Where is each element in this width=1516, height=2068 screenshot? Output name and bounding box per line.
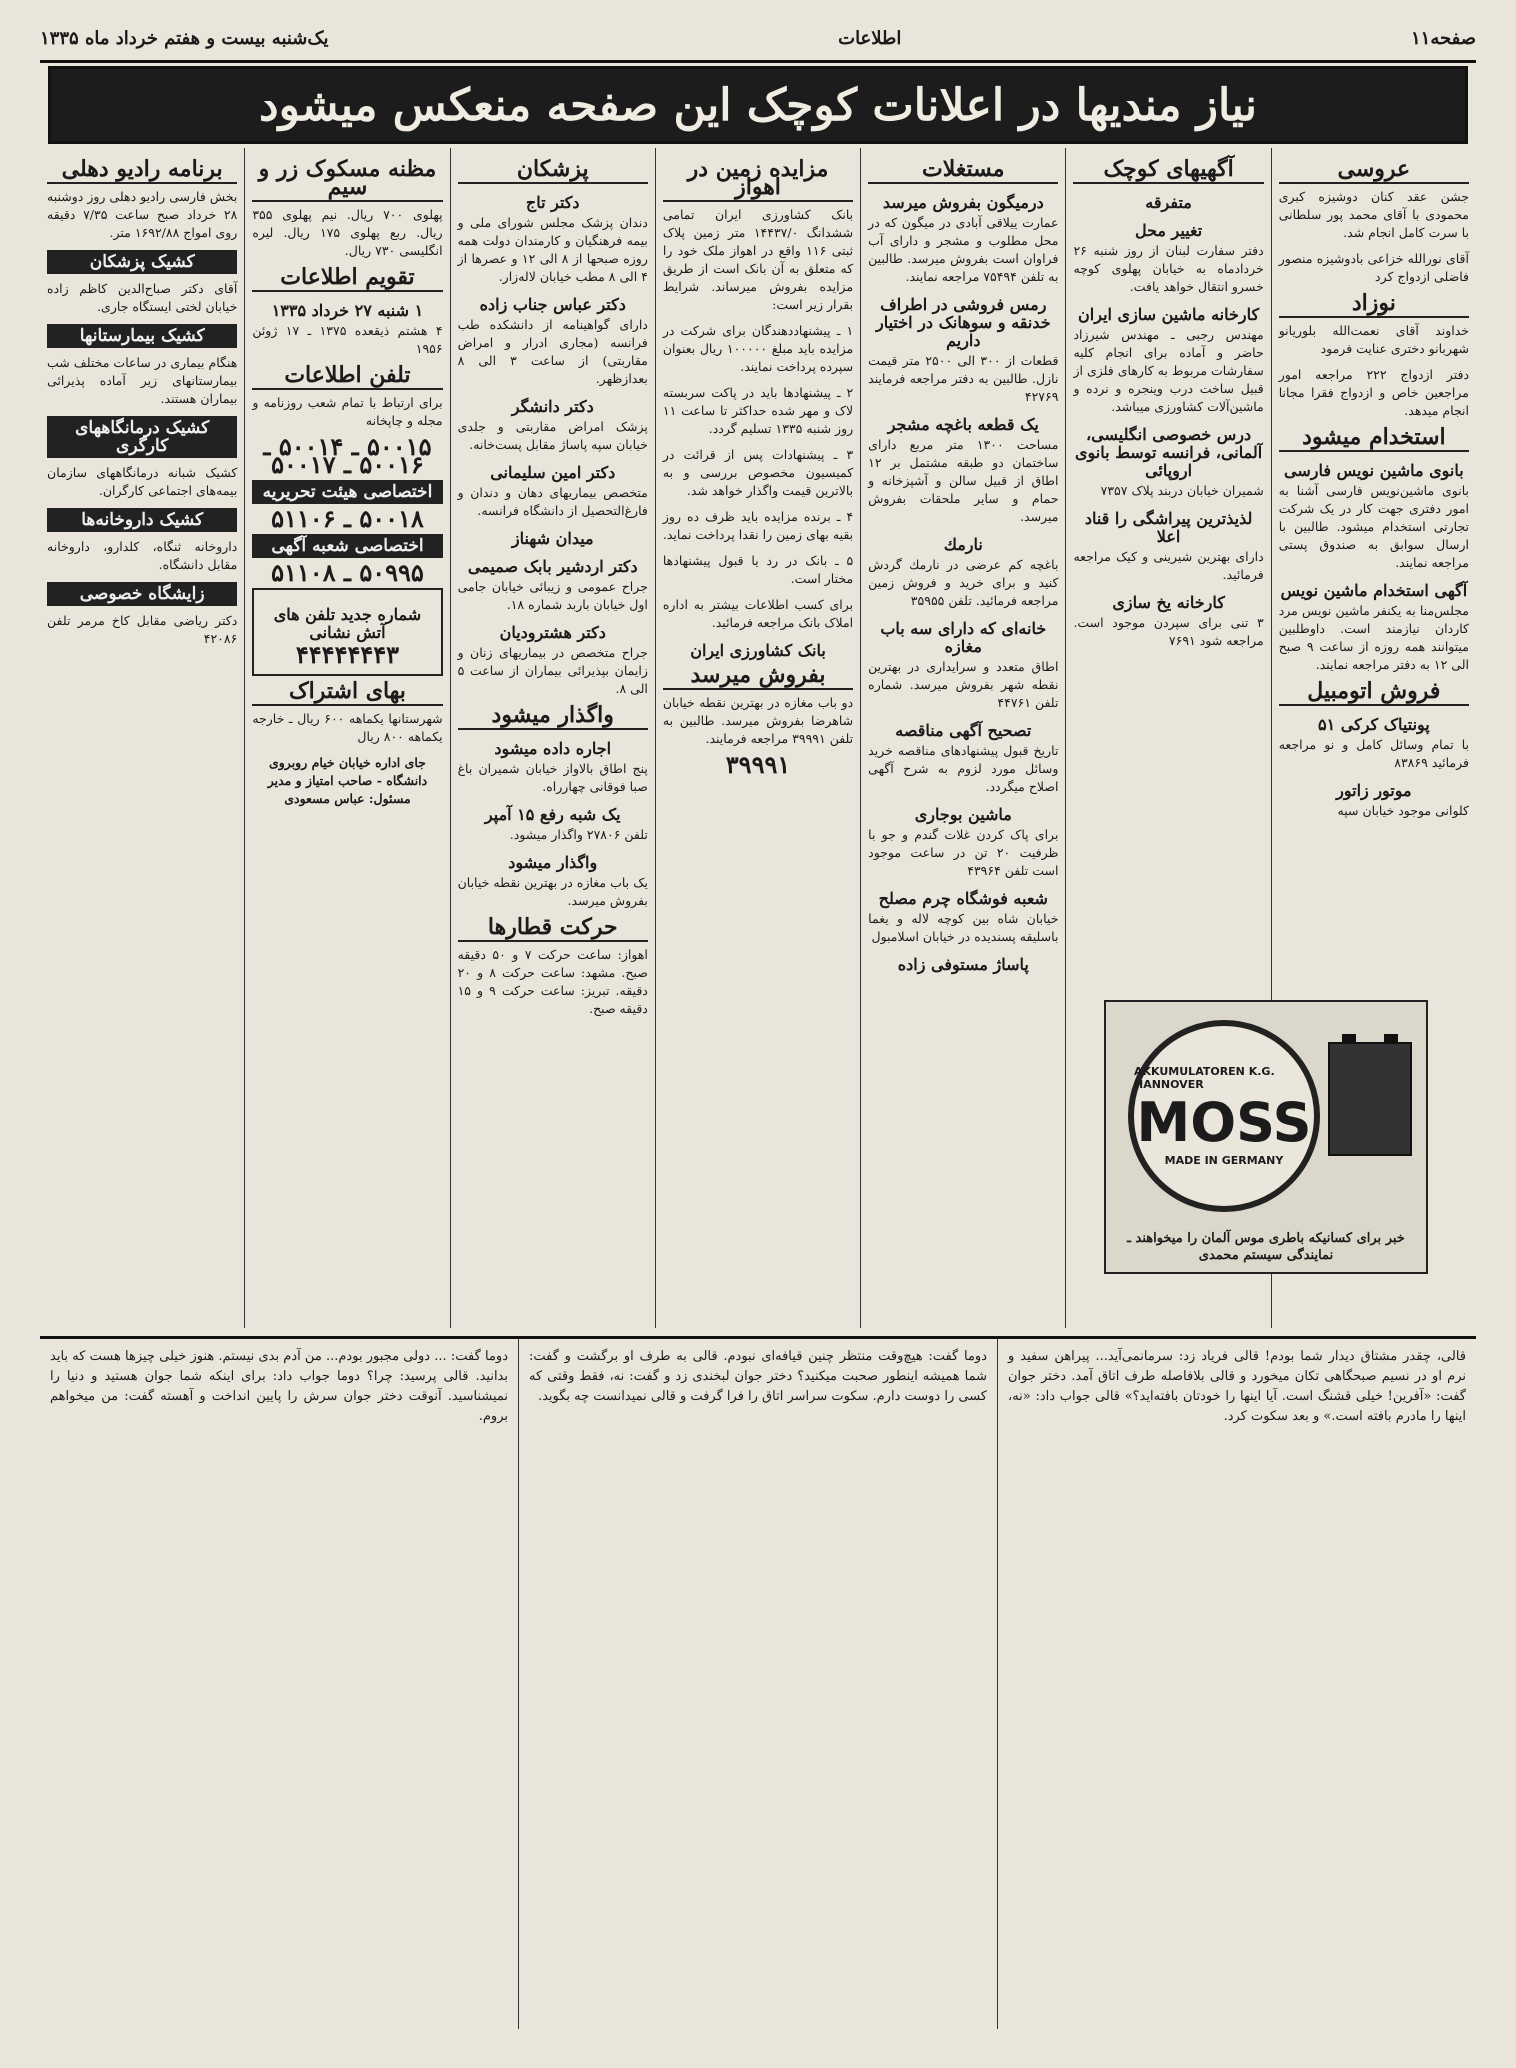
column-5 [450,148,655,1328]
ad-text: دندان پزشک مجلس شورای ملی و بیمه فرهنگیان و کارمندان دولت همه روزه صبحها از ۸ الی ۱۲ و عصرها از ۴ الی ۸ مطب خیابان لاله‌زار. [457,215,648,284]
box-heading: کشیک بیمارستانها [47,324,237,348]
ad-signature: بانک کشاورزی ایران [690,641,826,660]
ad-text: متخصص بیماریهای دهان و دندان و فارغ‌التحصیل از دانشگاه فرانسه. [457,485,648,518]
ad-text: بانک کشاورزی ایران تمامی ششدانگ ۱۴۴۳۷/۰ متر زمین پلاک ثبتی ۱۱۶ واقع در اهواز ملک خود را که متعلق به آن بانک است از طریق مزایده بفروش میرساند. شرایط بقرار زیر است: [662,207,854,312]
ad-heading: درس خصوصی انگلیسی، آلمانی، فرانسه توسط بانوی اروپائی [1074,425,1263,480]
ad-text: آقای دکتر صباح‌الدین کاظم زاده خیابان لختی ایستگاه جاری. [47,281,238,314]
ad-heading: کارخانه یخ سازی [1112,593,1225,612]
ad-text: پهلوی ۷۰۰ ریال. نیم پهلوی ۳۵۵ ریال. ربع پهلوی ۱۷۵ ریال. لیره انگلیسی ۷۳۰ ریال. [252,207,443,258]
story-column: دوما گفت: ... دولی مجبور بودم... من آدم بدی نیستم. هنوز خیلی چیزها هست که باید بدانید. قالی پرسید: چرا؟ دوما جواب داد: برای اینکه شما جوان هستید و دنیا را نمیشناسید. آنوقت دختر جوان سرش را پایین انداخت و آهسته گفت: من میخواهم بروم. [50,1349,508,1424]
ad-heading: شعبه فوشگاه چرم مصلح [878,889,1048,908]
box-heading: کشیک درمانگاههای کارگری [47,416,237,458]
section-title: عروسی [1279,160,1469,184]
page-header [40,18,1476,58]
ad-text: بانوی ماشین‌نویس فارسی آشنا به امور دفتری جهت کار در یک شرکت تجارتی استخدام میشود. طالبین با ارسال سوابق به صندوق پستی مراجعه نمایند. [1278,483,1469,570]
ad-heading: تغییر محل [1134,221,1203,240]
ad-heading: خانه‌ای که دارای سه باب مغازه [880,619,1047,656]
ad-text: ۴ هشتم ذیقعده ۱۳۷۵ ـ ۱۷ ژوئن ۱۹۵۶ [252,323,443,356]
ad-text: خیابان شاه بین کوچه لاله و یغما باسلیقه پسندیده در خیابان اسلامبول [868,911,1059,944]
ad-text: ۲ ـ پیشنهادها باید در پاکت سربسته لاک و مهر شده حداکثر تا ساعت ۱۱ روز شنبه ۱۳۳۵ تسلیم گردد. [662,385,854,436]
moss-ring-top: AKKUMULATOREN K.G. HANNOVER [1134,1065,1275,1091]
box-heading: زایشگاه خصوصی [47,582,237,606]
ad-text: تلفن ۲۷۸۰۶ واگذار میشود. [509,827,648,842]
ad-text: کشیک شبانه درمانگاههای سازمان بیمه‌های اجتماعی کارگران. [47,465,238,498]
fire-dept-box [252,588,442,676]
ad-text: دارای بهترین شیرینی و کیک مراجعه فرمائید. [1073,549,1264,582]
phone-number: ۳۹۹۹۱ [725,750,791,779]
column-7 [40,148,244,1328]
section-title: مظنه مسکوک زر و سیم [252,160,442,202]
moss-logo [1128,1020,1320,1212]
ad-heading: درمیگون بفروش میرسد [882,193,1044,212]
ad-text: کلوانی موجود خیابان سپه [1337,803,1469,818]
ad-text: اطاق متعدد و سرایداری در بهترین نقطه شهر بفروش میرسد. شماره تلفن ۴۴۷۶۱ [868,659,1059,710]
section-title: تلفن اطلاعات [252,366,442,390]
ad-text: دو باب مغازه در بهترین نقطه خیابان شاهرضا بفروش میرسد. طالبین به تلفن ۳۹۹۹۱ مراجعه فرمایند. [662,695,854,746]
ad-text: عمارت ییلاقی آبادی در میگون که در محل مطلوب و مشجر و دارای آب فراوان است بفروش میرسد. طالبین به تلفن ۷۵۴۹۴ مراجعه نمایند. [868,215,1059,284]
ad-text: جراح عمومی و زیبائی خیابان جامی اول خیابان باربد شماره ۱۸. [457,579,648,612]
ad-text: برای ارتباط با تمام شعب روزنامه و مجله و چاپخانه [252,395,443,428]
box-heading: اختصاصی شعبه آگهی [252,534,442,558]
ad-heading: بانوی ماشین نویس فارسی [1284,461,1464,480]
box-heading: شماره جدید تلفن های آتش نشانی [273,605,422,642]
ad-heading: تصحیح آگهی مناقصه [895,721,1032,740]
ad-text: شمیران خیابان دربند پلاک ۷۳۵۷ [1100,483,1264,498]
header-rule [40,60,1476,63]
ad-text: ۱ ـ پیشنهاددهندگان برای شرکت در مزایده باید مبلغ ۱۰۰۰۰۰ ریال بعنوان سپرده پرداخت نمایند. [662,323,854,374]
ad-text: تاریخ قبول پیشنهادهای مناقصه خرید وسائل مورد لزوم به شرح آگهی اصلاح میگردد. [868,743,1059,794]
ad-heading: دکتر هشترودیان [499,623,606,642]
ad-heading: اجاره داده میشود [494,739,612,758]
ad-text: برای کسب اطلاعات بیشتر به اداره املاک بانک مراجعه فرمائید. [662,597,854,630]
page-number: صفحه۱۱ [1410,27,1476,49]
ad-heading: آگهی استخدام ماشین نویس [1280,581,1468,600]
ad-text: جراح متخصص در بیماریهای زنان و زایمان بپذیرائی بیماران از ساعت ۵ الی ۸. [457,645,648,696]
phone-number: ۴۴۴۴۴۴۴۳ [295,640,400,669]
section-title: بفروش میرسد [663,666,853,690]
ad-text: برای پاک کردن غلات گندم و جو با ظرفیت ۲۰ تن در ساعت موجود است تلفن ۴۳۹۶۴ [868,827,1059,878]
ad-heading: نارمك [943,535,983,554]
section-title: فروش اتومبیل [1279,682,1469,706]
ad-text: بخش فارسی رادیو دهلی روز دوشنبه ۲۸ خرداد صبح ساعت ۷/۳۵ دقیقه روی امواج ۱۶۹۲/۸۸ متر. [47,189,238,240]
ad-text: دکتر ریاضی مقابل کاخ مرمر تلفن ۴۲۰۸۶ [47,613,238,646]
ad-text: جشن عقد کنان دوشیزه کبری محمودی با آقای محمد پور سلطانی با سرت کامل انجام شد. [1278,189,1469,240]
ad-heading: دکتر امین سلیمانی [490,463,616,482]
ad-heading: دکتر اردشیر بابک صمیمی [467,557,638,576]
serial-story [40,1336,1476,2029]
section-title: برنامه رادیو دهلی [47,160,237,184]
ad-text: باغچه کم عرضی در نارمك گردش کنید و برای خرید و فروش زمین مراجعه فرمائید. تلفن ۳۵۹۵۵ [868,557,1059,608]
ad-heading: یک شبه رفع ۱۵ آمپر [484,805,621,824]
ad-text: ۳ ـ پیشنهادات پس از قرائت در کمیسیون مخصوص بررسی و به بالاترین قیمت واگذار خواهد شد. [662,447,854,498]
box-heading: کشیک پزشکان [47,250,237,274]
ad-text: با تمام وسائل کامل و نو مراجعه فرمائید ۸۳۸۶۹ [1278,737,1469,770]
ad-text: دفتر ازدواج ۲۲۲ مراجعه امور مراجعین خاص و ازدواج فقرا مجانا انجام میدهد. [1278,367,1470,418]
ad-text: مجلس‌منا به یکنفر ماشین نویس مرد کاردان نیازمند است. داوطلبین میتوانند همه روزه از ساعت ۹ صبح الی ۱۲ به دفتر مراجعه نمایند. [1278,603,1469,672]
section-title: واگذار میشود [458,706,648,730]
ad-heading: واگذار میشود [508,853,598,872]
ad-heading: دکتر عباس جناب زاده [479,295,626,314]
ad-heading: میدان شهناز [511,529,594,548]
section-title: نوزاد [1279,294,1469,318]
ad-text: ۴ ـ برنده مزایده باید ظرف ده روز بقیه بهای زمین را نقدا پرداخت نماید. [662,509,854,542]
ad-text: خداوند آقای نعمت‌الله بلوریانو شهربانو دختری عنایت فرمود [1278,323,1469,356]
phone-number: ۵۰۰۱۸ ـ ۵۱۱۰۶ [271,504,424,533]
ad-text: آقای نورالله خزاعی بادوشیزه منصور فاضلی ازدواج کرد [1278,251,1469,284]
section-title: مستغلات [868,160,1058,184]
ad-heading: رمس فروشی در اطراف خدنقه و سوهانک در اختیار داریم [875,295,1051,350]
ad-heading: یک قطعه باغچه مشجر [887,415,1039,434]
masthead-note: جای اداره خیابان خیام روبروی دانشگاه - صاحب امتیاز و مدیر مسئول: عباس مسعودی [267,755,428,806]
story-column: قالی، چقدر مشتاق دیدار شما بودم! قالی فریاد زد: سرمانمی‌آید... پیراهن سفید و نرم او در نسیم صبحگاهی تکان میخورد و قالی بلافاصله طرف اتاق آمد. دختر جوان گفت: «آفرین! خیلی قشنگ است. آیا اینها را خودتان بافته‌اید؟» قالی جواب داد: «نه، اینها را مادرم بافته است.» و بعد سکوت کرد. [997,1339,1476,2029]
ad-heading: دکتر تاج [525,193,580,212]
phone-number: ۵۰۰۱۵ ـ ۵۰۰۱۴ ـ ۵۰۰۱۶ ـ ۵۰۰۱۷ [263,432,432,479]
calendar-date: ۱ شنبه ۲۷ خرداد ۱۳۳۵ [271,301,424,320]
ad-text: هنگام بیماری در ساعات مختلف شب بیمارستانهای زیر آماده پذیرائی بیماران هستند. [47,355,238,406]
moss-caption: خبر برای کسانیکه باطری موس آلمان را میخواهند ـ نمایندگی سیستم محمدی [1127,1231,1405,1263]
ad-text: ۵ ـ بانک در رد یا قبول پیشنهادها مختار است. [662,553,854,586]
ad-heading: پاساژ مستوفی زاده [897,955,1029,974]
column-3 [860,148,1065,1328]
ad-text: شهرستانها یکماهه ۶۰۰ ریال ـ خارجه یکماهه ۸۰۰ ریال [252,711,443,744]
ad-heading: کارخانه ماشین سازی ایران [1078,305,1260,324]
story-column: دوما گفت: هیچ‌وقت منتظر چنین قیافه‌ای نبودم. قالی به طرف او برگشت و گفت: شما همیشه اینطور صحبت میکنید؟ دختر جوان لبخندی زد و گفت: نه، فقط وقتی که کسی را دوست دارم. سکوت سراسر اتاق را فرا گرفت و قالی نمیدانست چه بگوید. [518,1339,997,2029]
ad-heading: لذیذترین پیراشگی را قناد اعلا [1084,509,1253,546]
ad-text: پنج اطاق بالاواز خیابان شمیران باغ صبا فوقانی چهارراه. [457,761,648,794]
moss-ring-bottom: MADE IN GERMANY [1164,1154,1284,1167]
ad-text: یک باب مغازه در بهترین نقطه خیابان بفروش میرسد. [457,875,648,908]
ad-text: دارای گواهینامه از دانشکده طب فرانسه (مجاری ادرار و امراض مقاربتی) از ساعت ۳ الی ۸ بعدازظهر. [457,317,648,386]
column-4 [655,148,860,1328]
section-title: استخدام میشود [1279,428,1469,452]
section-title: پزشکان [458,160,648,184]
ad-heading: پونتیاک کرکی ۵۱ [1317,715,1430,734]
ad-text: پزشک امراض مقاربتی و جلدی خیابان سپه پاساژ مقابل پست‌خانه. [457,419,648,452]
box-heading: کشیک داروخانه‌ها [47,508,237,532]
section-title: تقویم اطلاعات [252,268,442,292]
ad-heading: دکتر دانشگر [511,397,594,416]
section-title: مزایده زمین در اهواز [663,160,853,202]
ad-text: قطعات از ۳۰۰ الی ۲۵۰۰ متر قیمت نازل. طالبین به دفتر مراجعه فرمایند ۴۲۷۶۹ [868,353,1059,404]
ad-text: ۳ تنی برای سپردن موجود است. مراجعه شود ۷۶۹۱ [1073,615,1264,648]
section-title: بهای اشتراک [252,682,442,706]
moss-brand: MOSS [1136,1091,1312,1154]
box-heading: اختصاصی هیئت تحریریه [252,480,442,504]
moss-battery-ad [1104,1000,1428,1274]
section-title: آگهیهای کوچک [1073,160,1263,184]
paper-name: اطلاعات [838,27,902,49]
ad-heading: متفرقه [1145,193,1192,212]
ad-text: دفتر سفارت لبنان از روز شنبه ۲۶ خردادماه به خیابان پهلوی کوچه خسرو انتقال خواهد یافت. [1073,243,1264,294]
section-title: حرکت قطارها [458,918,648,942]
ad-text: داروخانه ثنگاه، کلدارو، داروخانه مقابل دانشگاه. [47,539,238,572]
date-line: یک‌شنبه بیست و هفتم خرداد ماه ۱۳۳۵ [40,27,329,49]
ad-text: مهندس رجبی ـ مهندس شیرزاد حاضر و آماده برای انجام کلیه سفارشات مربوط به کارهای فلزی از قبیل ساخت درب وینجره و نرده و ماشین‌آلات کشاورزی میباشد. [1073,327,1264,414]
ad-heading: موتور زاتور [1336,781,1412,800]
ad-text: اهواز: ساعت حرکت ۷ و ۵۰ دقیقه صبح. مشهد: ساعت حرکت ۸ و ۲۰ دقیقه. تبریز: ساعت حرکت ۹ و ۱۵ دقیقه صبح. [457,947,648,1016]
page-banner: نیاز مندیها در اعلانات کوچک این صفحه منعکس میشود [48,66,1468,144]
phone-number: ۵۰۹۹۵ ـ ۵۱۱۰۸ [271,558,424,587]
column-6 [244,148,449,1328]
battery-icon [1328,1042,1412,1156]
ad-heading: ماشین بوجاری [914,805,1012,824]
ad-text: مساحت ۱۳۰۰ متر مربع دارای ساختمان دو طبقه مشتمل بر ۱۲ اطاق از قبیل سالن و آشپزخانه و حمام و سایر ملحقات بفروش میرسد. [868,437,1059,524]
